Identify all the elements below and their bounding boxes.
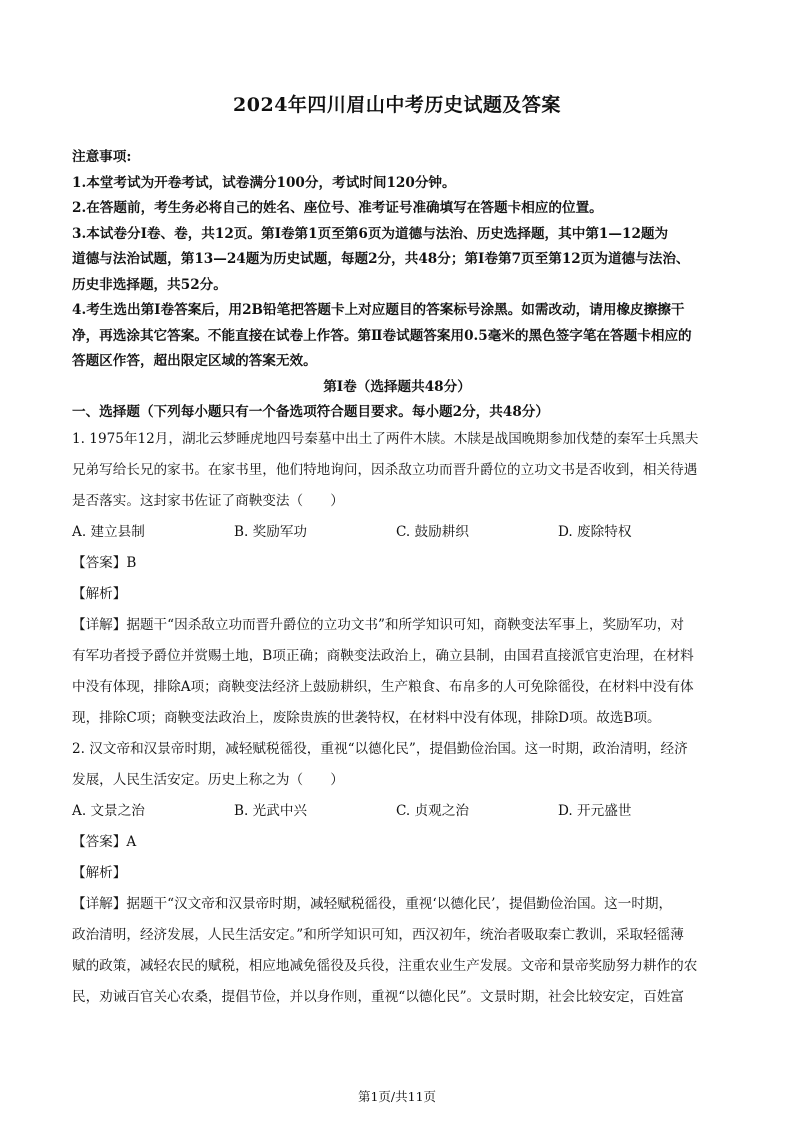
question-2-detail: 民，劝诫百官关心农桑，提倡节俭，并以身作则，重视“以德化民”。文景时期，社会比较安定，百姓富: [72, 989, 685, 1005]
questions: [72, 424, 722, 1013]
question-1-line: 是否落实。这封家书佐证了商鞅变法（ ）: [72, 493, 344, 509]
question-2-detail: 赋的政策，减轻农民的赋税，相应地减免徭役及兵役，注重农业生产发展。文帝和景帝奖励努力耕作的农: [72, 958, 698, 974]
question-1-detail: 有军功者授予爵位并赏赐土地，B项正确；商鞅变法政治上，确立县制，由国君直接派官吏治理，在材料: [72, 648, 694, 664]
note-line: 1.本堂考试为开卷考试，试卷满分100分，考试时间120分钟。: [72, 174, 456, 191]
option-b: B. 奖励军功: [234, 524, 308, 540]
question-2-line: 发展，人民生活安定。历史上称之为（ ）: [72, 772, 344, 788]
question-2-analysis-label: 【解析】: [72, 865, 127, 881]
exam-notes: [72, 145, 722, 426]
page-footer: 第1页/共11页: [357, 1089, 437, 1104]
question-1-detail: 【详解】据题干“因杀敌立功而晋升爵位的立功文书”和所学知识可知，商鞅变法军事上，奖励军功，对: [72, 617, 685, 633]
note-line: 2.在答题前，考生务必将自己的姓名、座位号、准考证号准确填写在答题卡相应的位置。: [72, 200, 603, 216]
part-title: 第Ⅰ卷（选择题共48分）: [323, 378, 471, 395]
question-1-detail: 现，排除C项；商鞅变法政治上，废除贵族的世袭特权，在材料中没有体现，排除D项。故选B项。: [72, 710, 661, 726]
question-1-answer: 【答案】B: [72, 555, 137, 571]
option-c: C. 贞观之治: [396, 803, 469, 819]
notes-heading: 注意事项:: [72, 149, 132, 165]
question-2-options: [72, 796, 722, 827]
question-2-detail: 政治清明，经济发展，人民生活安定。”和所学知识可知，西汉初年，统治者吸取秦亡教训，采取轻徭薄: [72, 927, 684, 943]
question-2-detail: 【详解】据题干“汉文帝和汉景帝时期，减轻赋税徭役，重视‘以德化民’，提倡勤俭治国。这一时期，: [72, 896, 673, 912]
question-1-line: 1. 1975年12月，湖北云梦睡虎地四号秦墓中出土了两件木牍。木牍是战国晚期参加伐楚的秦军士兵黑夫: [72, 431, 699, 447]
option-d: D. 废除特权: [558, 524, 632, 540]
note-line: 3.本试卷分Ⅰ卷、卷，共12页。第Ⅰ卷第1页至第6页为道德与法治、历史选择题，其中第1—12题为: [72, 225, 669, 242]
option-c: C. 鼓励耕织: [396, 524, 469, 540]
option-a: A. 文景之治: [72, 803, 145, 819]
note-line: 净，再选涂其它答案。不能直接在试卷上作答。第Ⅱ卷试题答案用0.5毫米的黑色签字笔在答题卡相应的: [72, 327, 692, 344]
question-1-detail: 中没有体现，排除A项；商鞅变法经济上鼓励耕织，生产粮食、布帛多的人可免除徭役，在材料中没有体: [72, 679, 694, 695]
question-2-line: 2. 汉文帝和汉景帝时期，减轻赋税徭役，重视“以德化民”，提倡勤俭治国。这一时期，政治清明，经济: [72, 741, 688, 757]
note-line: 道德与法治试题，第13—24题为历史试题，每题2分，共48分；第Ⅰ卷第7页至第12页为道德与法治、: [72, 251, 690, 267]
question-1-line: 兄弟写给长兄的家书。在家书里，他们特地询问，因杀敌立功而晋升爵位的立功文书是否收到，相关待遇: [72, 462, 698, 478]
note-line: 答题区作答，超出限定区域的答案无效。: [72, 353, 317, 369]
note-line: 历史非选择题，共52分。: [72, 276, 227, 293]
option-d: D. 开元盛世: [558, 803, 632, 819]
note-line: 4.考生选出第Ⅰ卷答案后，用2B铅笔把答题卡上对应题目的答案标号涂黑。如需改动，请用橡皮擦擦干: [72, 302, 685, 318]
document-title: 2024年四川眉山中考历史试题及答案: [233, 94, 561, 116]
option-b: B. 光武中兴: [234, 803, 308, 819]
question-2-answer: 【答案】A: [72, 834, 137, 850]
question-1-options: [72, 517, 722, 548]
option-a: A. 建立县制: [72, 524, 145, 540]
question-1-analysis-label: 【解析】: [72, 586, 127, 602]
section-title: 一、选择题（下列每小题只有一个备选项符合题目要求。每小题2分，共48分）: [72, 404, 549, 420]
